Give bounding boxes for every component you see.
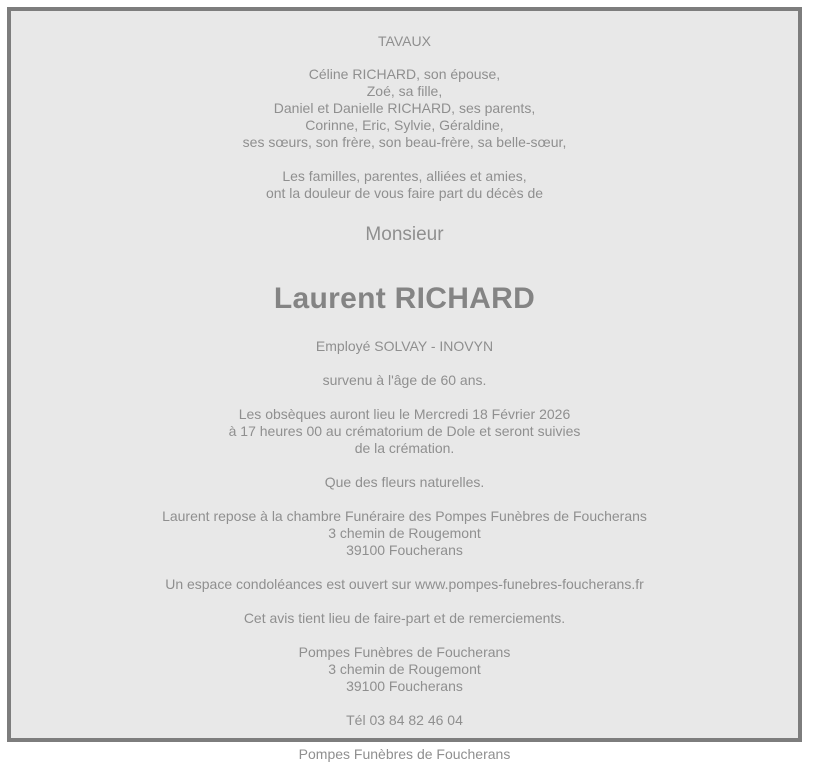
family-line: Daniel et Danielle RICHARD, ses parents,	[273, 100, 536, 116]
ceremony-paragraph	[41, 406, 768, 457]
family-line: Corinne, Eric, Sylvie, Géraldine,	[305, 117, 504, 133]
obituary-notice-panel	[7, 7, 802, 762]
funeral-home-block	[41, 644, 768, 695]
repose-line: 3 chemin de Rougemont	[328, 525, 481, 541]
funeral-home-line: 3 chemin de Rougemont	[328, 661, 481, 677]
funeral-home-line: 39100 Foucherans	[346, 678, 463, 694]
ceremony-line: à 17 heures 00 au crématorium de Dole et seront suivies	[228, 423, 581, 439]
profession-line: Employé SOLVAY - INOVYN	[315, 338, 494, 354]
intro-line: ont la douleur de vous faire part du décès de	[265, 185, 544, 201]
civility-label: Monsieur	[365, 224, 444, 245]
town-name: TAVAUX	[378, 33, 431, 49]
repose-paragraph	[41, 508, 768, 559]
deceased-name: Laurent RICHARD	[273, 282, 536, 315]
family-line: Céline RICHARD, son épouse,	[308, 66, 501, 82]
ceremony-line: Les obsèques auront lieu le Mercredi 18 Février 2026	[238, 406, 571, 422]
family-list	[41, 66, 768, 151]
flowers-line: Que des fleurs naturelles.	[324, 474, 485, 490]
condolences-line: Un espace condoléances est ouvert sur www.pompes-funebres-foucherans.fr	[165, 576, 644, 592]
repose-line: Laurent repose à la chambre Funéraire des Pompes Funèbres de Foucherans	[162, 508, 647, 524]
ceremony-line: de la crémation.	[354, 440, 455, 456]
intro-paragraph	[41, 168, 768, 202]
family-line: Zoé, sa fille,	[366, 83, 443, 99]
family-line: ses sœurs, son frère, son beau-frère, sa belle-sœur,	[242, 134, 567, 150]
intro-line: Les familles, parentes, alliées et amies,	[282, 168, 527, 184]
notice-line: Cet avis tient lieu de faire-part et de remerciements.	[243, 610, 566, 626]
funeral-home-line: Pompes Funèbres de Foucherans	[298, 644, 511, 660]
phone-line: Tél 03 84 82 46 04	[346, 712, 463, 728]
repose-line: 39100 Foucherans	[346, 542, 463, 558]
age-line: survenu à l'âge de 60 ans.	[322, 372, 487, 388]
footer-funeral-home: Pompes Funèbres de Foucherans	[298, 746, 511, 762]
